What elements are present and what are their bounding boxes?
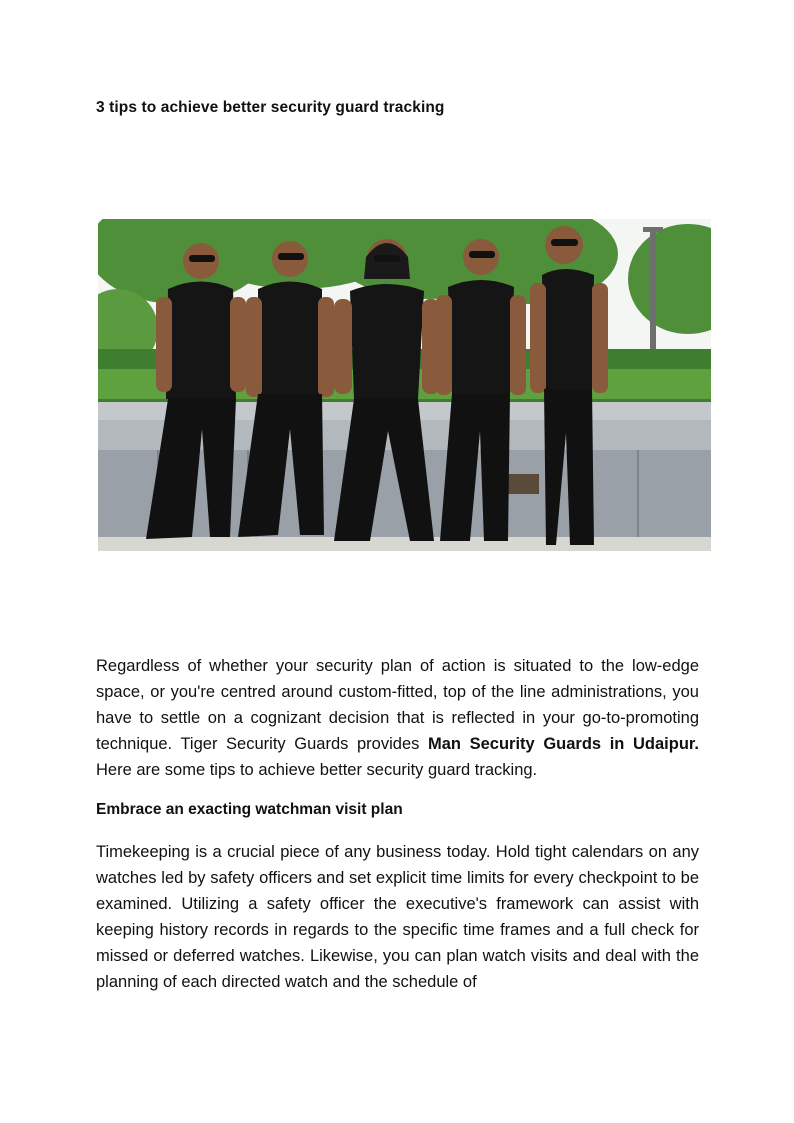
intro-paragraph <box>96 653 699 783</box>
intro-text-end: Here are some tips to achieve better security guard tracking. <box>96 761 538 779</box>
page-title: 3 tips to achieve better security guard tracking <box>96 99 445 116</box>
service-link-text: Man Security Guards in Udaipur. <box>427 735 699 753</box>
intro-text-start: Regardless of whether your security plan of action is situated to the low-edge space, or you're centred around custom-fitted, top of the line administrations, you have to settle on a cognizant decision that is reflected in your go-to-promoting technique. Tiger Security Guards provides <box>96 657 699 753</box>
section-heading: Embrace an exacting watchman visit plan <box>96 801 403 818</box>
security-guards-photo <box>98 219 711 551</box>
section-paragraph: Timekeeping is a crucial piece of any business today. Hold tight calendars on any watches led by safety officers and set explicit time limits for every checkpoint to be examined. Utilizing a safety officer the executive's framework can assist with keeping history records in regards to the specific time frames and a full check for missed or deferred watches. Likewise, you can plan watch visits and deal with the planning of each directed watch and the schedule of <box>96 843 699 991</box>
